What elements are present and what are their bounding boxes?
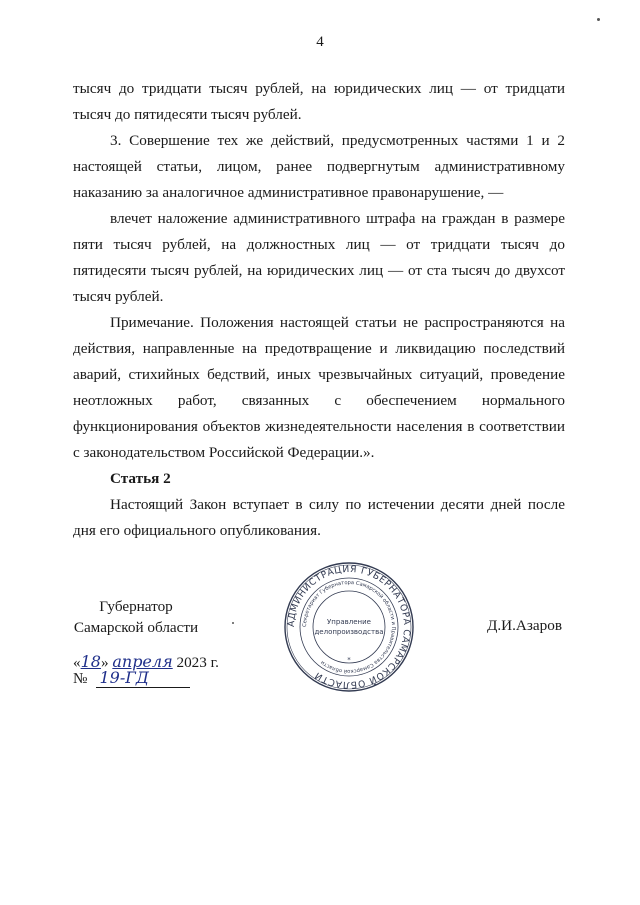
number-sign: № bbox=[73, 670, 88, 687]
paragraph-penalty: влечет наложение административного штрафа на граждан в размере пяти тысяч рублей, на должностных лиц — от тридцати тысяч до пятидесяти тысяч рублей, на юридических лиц — от ста тысяч до двухсот тысяч рублей. bbox=[73, 210, 565, 305]
scan-speck-icon bbox=[597, 18, 600, 21]
document-body bbox=[73, 76, 565, 544]
paragraph-continuation: тысяч до тридцати тысяч рублей, на юридических лиц — от тридцати тысяч до пятидесяти тысяч рублей. bbox=[73, 80, 565, 123]
official-stamp bbox=[283, 561, 415, 693]
date-open-quote: « bbox=[73, 654, 81, 671]
stamp-inner-text: Секретариат Губернатора Самарской области и Правительства Самарской области bbox=[301, 579, 397, 675]
signatory-title-line-2: Самарской области bbox=[73, 619, 199, 636]
paragraph-note: Примечание. Положения настоящей статьи не распространяются на действия, направленные на предотвращение и ликвидацию последствий аварий, стихийных бедствий, иных чрезвычайных ситуаций, проведение неотложных работ, связанных с обеспечением нормального функционирования объектов жизнедеятельности населения в соответствии с законодательством Российской Федерации.». bbox=[73, 314, 565, 461]
paragraph-part-3: 3. Совершение тех же действий, предусмотренных частями 1 и 2 настоящей статьи, лицом, ранее подвергнутым административному наказанию за аналогичное административное правонарушение, — bbox=[73, 132, 565, 201]
signatory-name: Д.И.Азаров bbox=[487, 617, 562, 634]
law-number: 19-ГД bbox=[96, 668, 190, 688]
stamp-outer-text: АДМИНИСТРАЦИЯ ГУБЕРНАТОРА САМАРСКОЙ ОБЛАСТИ bbox=[285, 563, 413, 691]
signatory-title-line-1: Губернатор bbox=[99, 598, 173, 615]
stamp-star-icon: * bbox=[347, 656, 351, 664]
article-2-title: Статья 2 bbox=[110, 470, 171, 487]
paragraph-article-2: Настоящий Закон вступает в силу по истечении десяти дней после дня его официального опубликования. bbox=[73, 496, 565, 539]
stamp-center-line-1: Управление bbox=[327, 618, 371, 626]
law-number-line bbox=[73, 668, 190, 688]
page-number: 4 bbox=[316, 34, 324, 50]
signatory-title bbox=[73, 596, 199, 638]
date-year: 2023 г. bbox=[176, 654, 219, 671]
stamp-center-line-2: делопроизводства bbox=[314, 628, 384, 636]
date-day: 18 bbox=[80, 652, 101, 671]
date-close-quote: » bbox=[100, 654, 109, 671]
scan-speck-icon bbox=[232, 622, 234, 624]
date-month: апреля bbox=[112, 652, 173, 671]
stamp-inner-ring bbox=[313, 591, 385, 663]
